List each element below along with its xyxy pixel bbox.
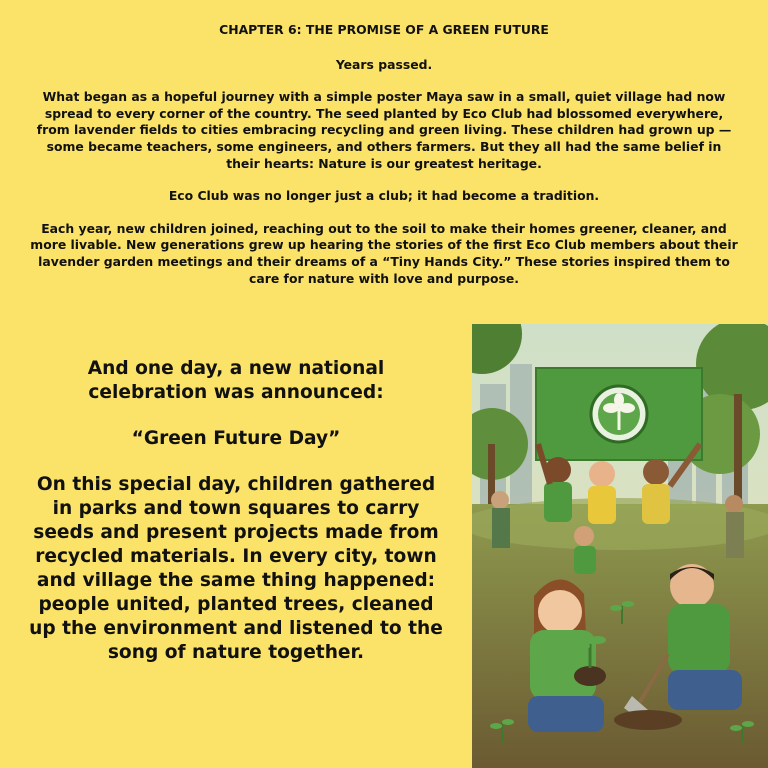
years-passed-line: Years passed. <box>335 56 433 72</box>
announcement-text <box>26 357 446 665</box>
announcement-intro: And one day, a new national celebration was announced: <box>87 358 385 403</box>
green-banner <box>536 368 702 460</box>
eco-club-illustration <box>472 324 768 768</box>
chapter-text <box>28 22 740 303</box>
holiday-name: “Green Future Day” <box>131 428 341 449</box>
announcement-body: On this special day, children gathered in parks and town squares to carry seeds and present projects made from recycled materials. In every city, town and village the same thing happened: people united, planted trees, cleaned up the environment and listened to the song of nature together. <box>29 474 443 663</box>
illustration-svg <box>472 324 768 768</box>
chapter-title: CHAPTER 6: THE PROMISE OF A GREEN FUTURE <box>219 22 549 37</box>
paragraph-3: Each year, new children joined, reaching out to the soil to make their homes greener, cleaner, and more livable. New generations grew up hearing the stories of the first Eco Club members about their lavender garden meetings and their dreams of a “Tiny Hands City.” These stories inspired them to care for nature with love and purpose. <box>30 220 738 286</box>
paragraph-2: Eco Club was no longer just a club; it had become a tradition. <box>168 188 600 204</box>
paragraph-1: What began as a hopeful journey with a simple poster Maya saw in a small, quiet village had now spread to every corner of the country. The seed planted by Eco Club had blossomed everywhere, from lavender fields to cities embracing recycling and green living. These children had grown up —some became teachers, some engineers, and others farmers. But they all had the same belief in their hearts: Nature is our greatest heritage. <box>36 89 732 171</box>
